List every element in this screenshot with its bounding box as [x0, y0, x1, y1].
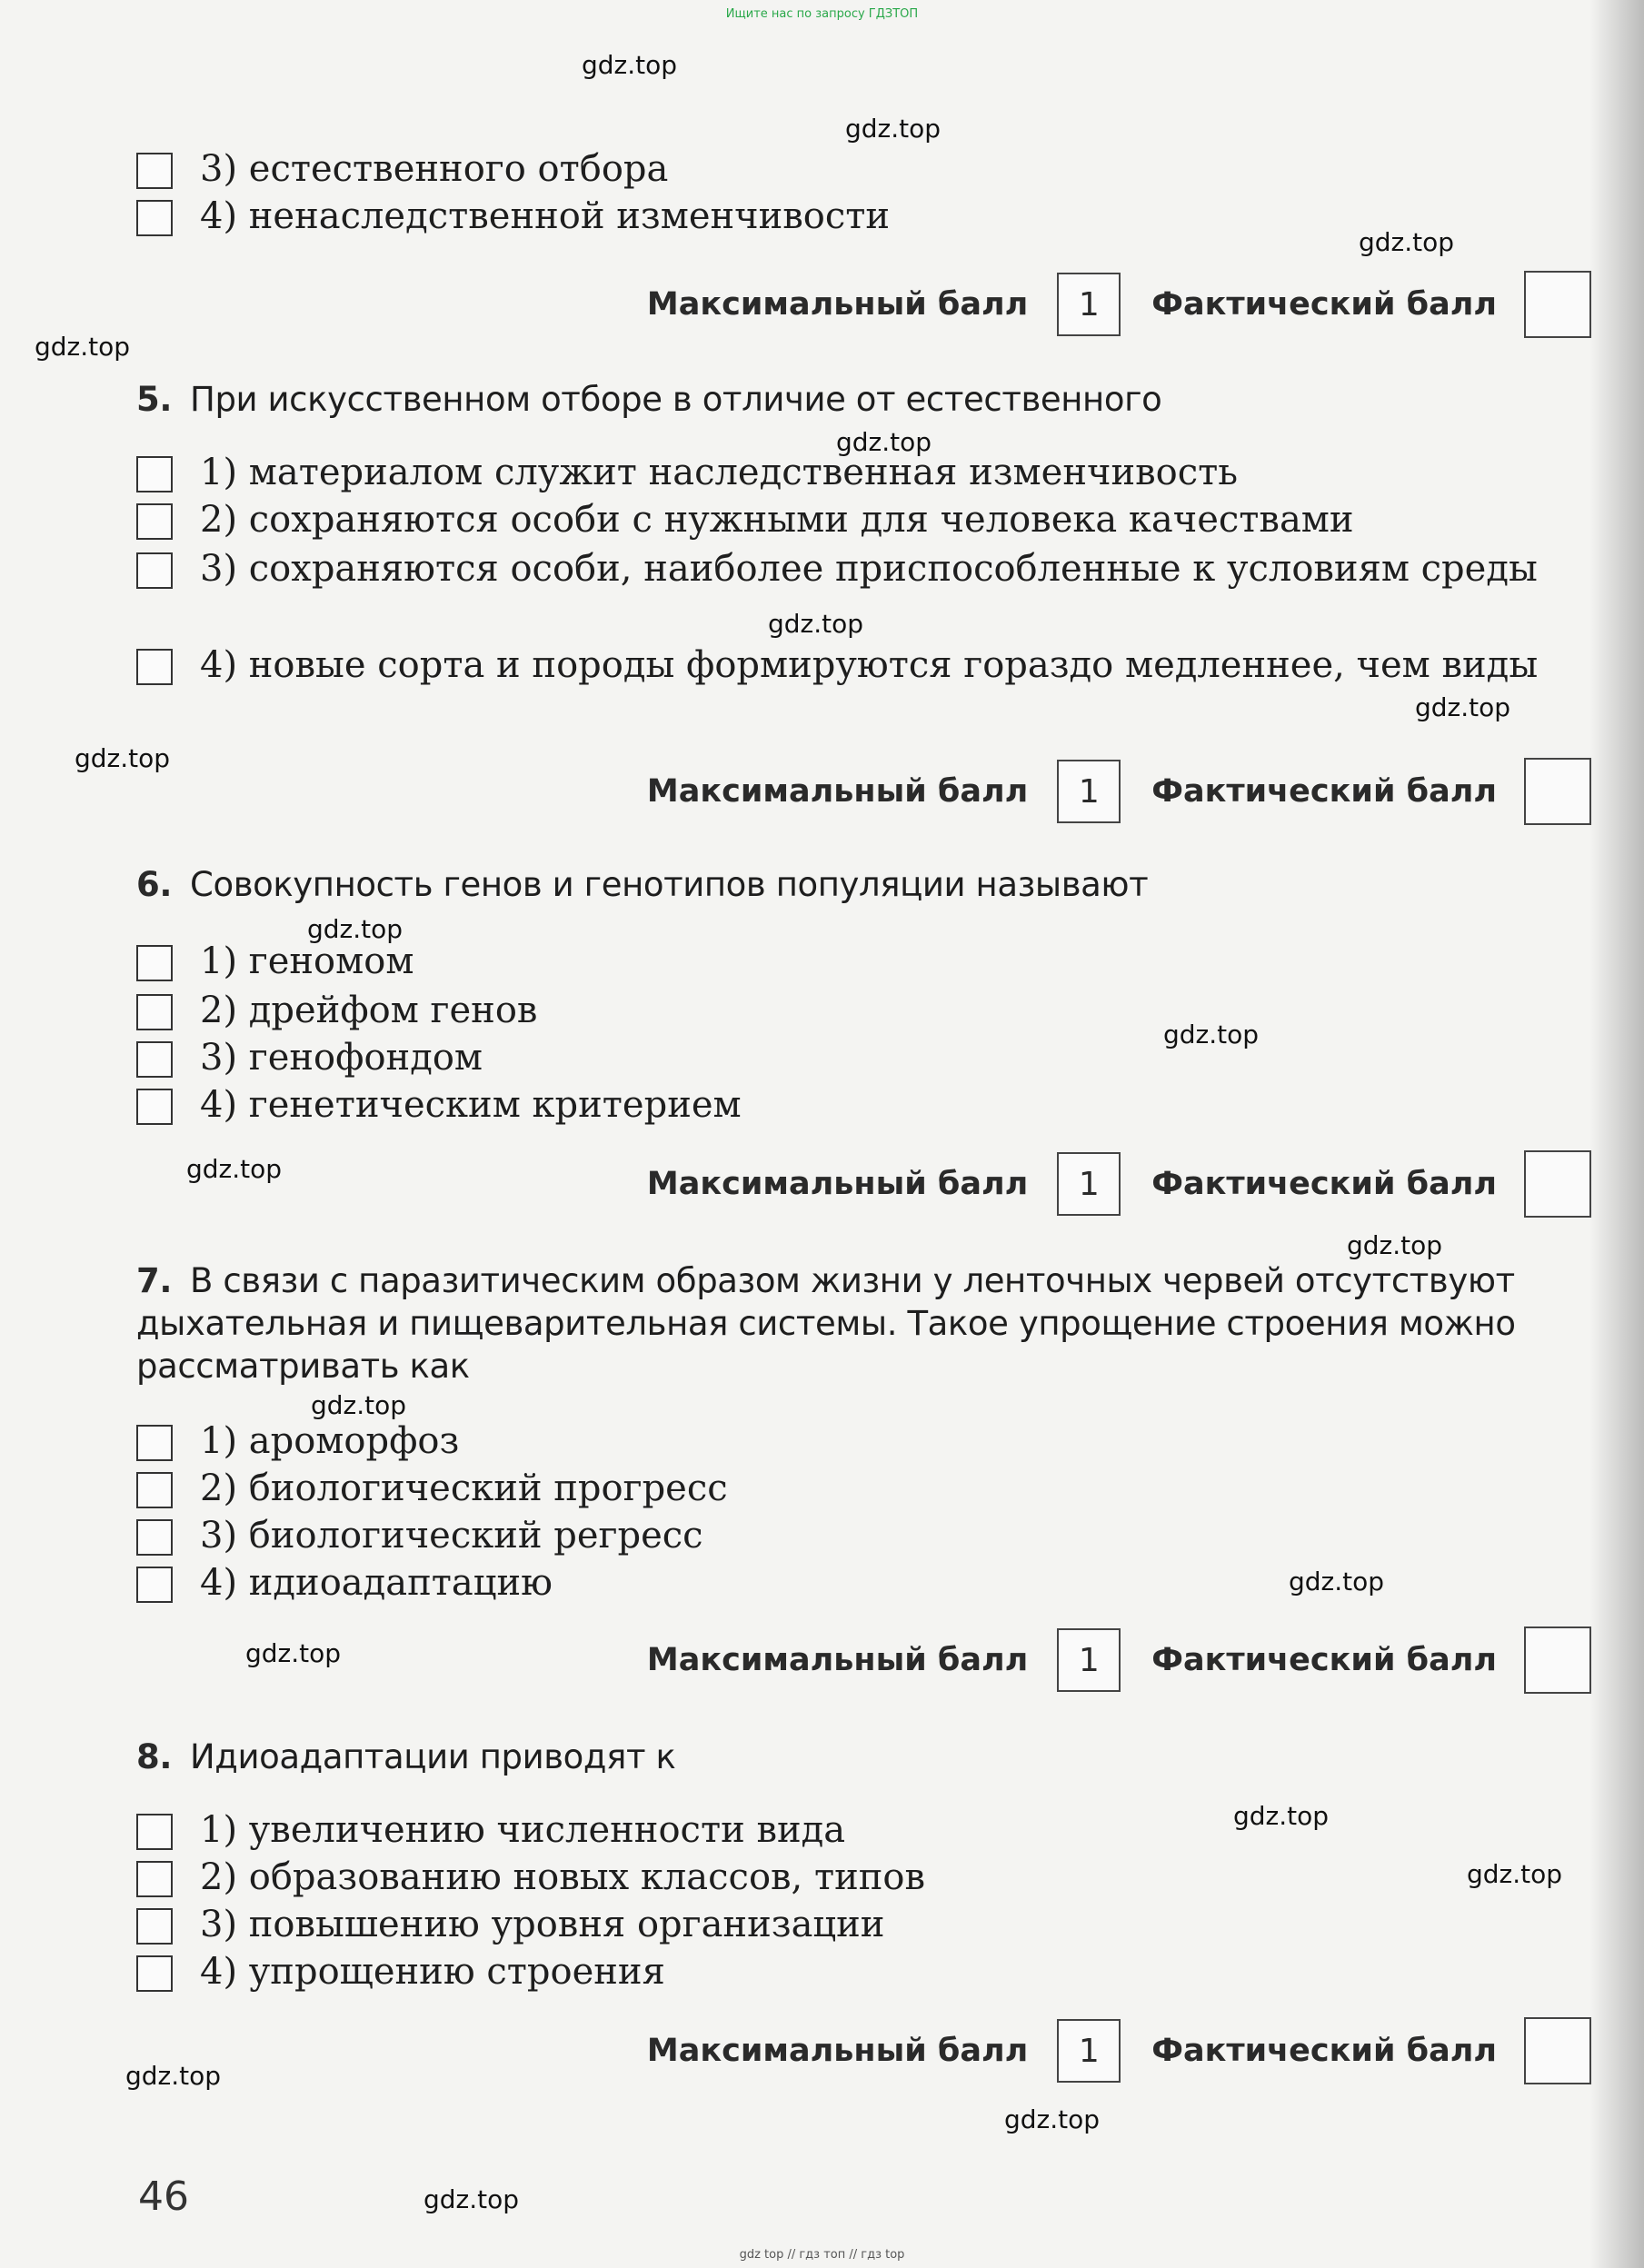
actual-score-label: Фактический балл: [1151, 2033, 1497, 2069]
question-title: 6. Совокупность генов и генотипов популяции называют: [136, 865, 1149, 904]
answer-option[interactable]: 3) генофондом: [136, 1034, 1590, 1081]
max-score-value: 1: [1057, 2019, 1121, 2083]
answer-checkbox[interactable]: [136, 1567, 173, 1603]
footer-note: gdz top // гдз топ // гдз top: [739, 2248, 905, 2262]
watermark: gdz.top: [245, 1638, 342, 1668]
answer-checkbox[interactable]: [136, 1425, 173, 1461]
watermark: gdz.top: [186, 1154, 283, 1184]
actual-score-box[interactable]: [1524, 758, 1591, 825]
answer-checkbox[interactable]: [136, 503, 173, 540]
actual-score-label: Фактический балл: [1151, 286, 1497, 323]
score-row: [647, 758, 1591, 825]
max-score-label: Максимальный балл: [646, 1166, 1029, 1202]
watermark: gdz.top: [1233, 1801, 1330, 1831]
answer-checkbox[interactable]: [136, 1908, 173, 1945]
actual-score-box[interactable]: [1524, 2017, 1591, 2084]
answer-option[interactable]: 2) образованию новых классов, типов: [136, 1854, 1590, 1901]
watermark: gdz.top: [1289, 1567, 1385, 1597]
max-score-value: 1: [1057, 273, 1121, 336]
answer-option[interactable]: 3) сохраняются особи, наиболее приспособленные к условиям среды: [136, 545, 1590, 592]
answer-option[interactable]: 2) сохраняются особи с нужными для человека качествами: [136, 496, 1590, 543]
watermark: gdz.top: [1359, 227, 1455, 257]
watermark: gdz.top: [1347, 1230, 1443, 1260]
watermark: gdz.top: [1467, 1859, 1563, 1889]
answer-option[interactable]: 2) биологический прогресс: [136, 1465, 1590, 1512]
max-score-value: 1: [1057, 1628, 1121, 1692]
max-score-value: 1: [1057, 760, 1121, 823]
watermark: gdz.top: [1415, 692, 1511, 722]
answer-checkbox[interactable]: [136, 994, 173, 1030]
watermark: gdz.top: [836, 427, 932, 457]
answer-checkbox[interactable]: [136, 1861, 173, 1897]
answer-option[interactable]: 3) естественного отбора: [136, 145, 1590, 193]
answer-checkbox[interactable]: [136, 1814, 173, 1850]
score-row: [647, 1150, 1591, 1218]
watermark: gdz.top: [845, 114, 942, 144]
answer-option[interactable]: 4) ненаследственной изменчивости: [136, 193, 1590, 240]
header-note: Ищите нас по запросу ГДЗТОП: [725, 7, 919, 21]
answer-checkbox[interactable]: [136, 200, 173, 236]
max-score-label: Максимальный балл: [646, 1642, 1029, 1678]
answer-option[interactable]: 3) повышению уровня организации: [136, 1901, 1590, 1948]
answer-checkbox[interactable]: [136, 945, 173, 981]
question-title: 7. В связи с паразитическим образом жизни у ленточных червей отсутствуют дыхательная и пищеварительная системы. Такое упрощение строения можно рассматривать как: [136, 1261, 1516, 1386]
actual-score-label: Фактический балл: [1151, 1642, 1497, 1678]
watermark: gdz.top: [1163, 1020, 1260, 1049]
watermark: gdz.top: [307, 914, 404, 944]
question-title: 8. Идиоадаптации приводят к: [136, 1737, 676, 1776]
score-row: [647, 2017, 1591, 2084]
watermark: gdz.top: [1004, 2104, 1101, 2134]
answer-option[interactable]: 4) идиоадаптацию: [136, 1559, 1590, 1606]
answer-option[interactable]: 4) новые сорта и породы формируются гораздо медленнее, чем виды: [136, 642, 1590, 689]
score-row: [647, 271, 1591, 338]
answer-checkbox[interactable]: [136, 153, 173, 189]
max-score-label: Максимальный балл: [646, 2033, 1029, 2069]
watermark: gdz.top: [423, 2184, 520, 2214]
answer-checkbox[interactable]: [136, 1041, 173, 1078]
score-row: [647, 1626, 1591, 1694]
watermark: gdz.top: [311, 1390, 407, 1420]
answer-option[interactable]: 4) генетическим критерием: [136, 1081, 1590, 1129]
answer-option[interactable]: 1) ароморфоз: [136, 1418, 1590, 1465]
actual-score-label: Фактический балл: [1151, 1166, 1497, 1202]
max-score-label: Максимальный балл: [646, 286, 1029, 323]
answer-option[interactable]: 4) упрощению строения: [136, 1948, 1590, 1995]
answer-option[interactable]: 1) геномом: [136, 938, 1590, 985]
answer-checkbox[interactable]: [136, 1089, 173, 1125]
actual-score-box[interactable]: [1524, 1626, 1591, 1694]
watermark: gdz.top: [35, 332, 131, 362]
question-title: 5. При искусственном отборе в отличие от естественного: [136, 380, 1162, 419]
actual-score-label: Фактический балл: [1151, 773, 1497, 810]
answer-checkbox[interactable]: [136, 649, 173, 685]
answer-checkbox[interactable]: [136, 1519, 173, 1556]
watermark: gdz.top: [75, 743, 171, 773]
actual-score-box[interactable]: [1524, 271, 1591, 338]
page-edge-shadow: [1589, 0, 1644, 2268]
max-score-label: Максимальный балл: [646, 773, 1029, 810]
max-score-value: 1: [1057, 1152, 1121, 1216]
page-number: 46: [138, 2174, 189, 2220]
watermark: gdz.top: [768, 609, 864, 639]
answer-checkbox[interactable]: [136, 552, 173, 589]
answer-option[interactable]: 2) дрейфом генов: [136, 987, 1590, 1034]
answer-checkbox[interactable]: [136, 1472, 173, 1508]
answer-option[interactable]: 1) материалом служит наследственная изменчивость: [136, 449, 1590, 496]
answer-option[interactable]: 3) биологический регресс: [136, 1512, 1590, 1559]
answer-checkbox[interactable]: [136, 456, 173, 492]
watermark: gdz.top: [582, 50, 678, 80]
watermark: gdz.top: [125, 2061, 222, 2091]
answer-option[interactable]: 1) увеличению численности вида: [136, 1806, 1590, 1854]
answer-checkbox[interactable]: [136, 1955, 173, 1992]
actual-score-box[interactable]: [1524, 1150, 1591, 1218]
